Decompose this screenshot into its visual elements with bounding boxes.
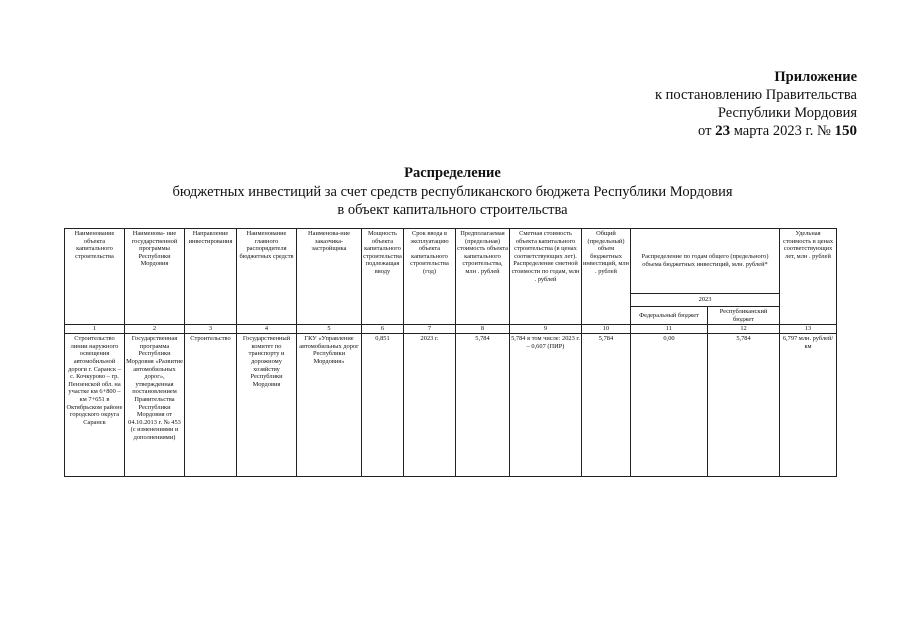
column-number: 10 — [582, 325, 631, 334]
header-cell: Предполагаемая (предельная) стоимость объекта капитального строительства, млн . рублей — [456, 229, 510, 325]
date-day: 23 — [715, 123, 731, 139]
unit-cost-cell: 6,797 млн. рублей/км — [780, 334, 837, 477]
title-main: Распределение — [404, 165, 501, 181]
program-cell: Государственная программа Республики Мордовия «Развитие автомобильных дорог», утвержденная постановлением Правительства Республики Мордовия от 04.10.2013 г. № 453 (с изменениями и дополнениями) — [125, 334, 185, 477]
republic-line: Республики Мордовия — [717, 105, 857, 121]
date-line — [655, 122, 857, 140]
object-name-cell: Строительство линии наружного освещения автомобильной дороги г. Саранск – с. Кочкурово – гр. Пензенской обл. на участке км 6+800 – км 7+651 в Октябрьском районе городского округа Саранск — [65, 334, 125, 477]
republic-budget-header: Республиканский бюджет — [708, 307, 780, 325]
column-number: 3 — [185, 325, 237, 334]
republic-budget-cell: 5,784 — [708, 334, 780, 477]
column-number: 7 — [404, 325, 456, 334]
column-number: 6 — [362, 325, 404, 334]
column-number: 2 — [125, 325, 185, 334]
year-cell: 2023 — [631, 294, 780, 307]
document-header — [655, 68, 857, 140]
direction-cell: Строительство — [185, 334, 237, 477]
commissioning-year-cell: 2023 г. — [404, 334, 456, 477]
column-number: 8 — [456, 325, 510, 334]
title-line-2: бюджетных инвестиций за счет средств республиканского бюджета Республики Мордовия — [172, 184, 733, 200]
resolution-number: 150 — [834, 123, 857, 139]
header-cell: Наименова-ние заказчика-застройщика — [297, 229, 362, 325]
title-line-3: в объект капитального строительства — [337, 202, 568, 218]
total-investment-cell: 5,784 — [582, 334, 631, 477]
chief-manager-cell: Государственный комитет по транспорту и дорожному хозяйству Республики Мордовия — [237, 334, 297, 477]
column-number: 4 — [237, 325, 297, 334]
column-number: 1 — [65, 325, 125, 334]
date-prefix: от — [698, 123, 712, 139]
column-number: 11 — [631, 325, 708, 334]
header-cell: Наименование главного распорядителя бюджетных средств — [237, 229, 297, 325]
table-header-row — [65, 229, 837, 294]
federal-budget-header: Федеральный бюджет — [631, 307, 708, 325]
column-number: 12 — [708, 325, 780, 334]
document-title — [0, 164, 905, 219]
header-cell: Удельная стоимость в ценах соответствующих лет, млн . рублей — [780, 229, 837, 325]
customer-cell: ГКУ «Управление автомобильных дорог Республики Мордовия» — [297, 334, 362, 477]
budget-cost-cell: 5,784 в том числе: 2023 г. – 0,607 (ПИР) — [510, 334, 582, 477]
resolution-line: к постановлению Правительства — [655, 87, 857, 103]
header-cell: Сметная стоимость объекта капитального строительства (в ценах соответствующих лет). Распределение сметной стоимости по годам, млн . рублей — [510, 229, 582, 325]
appendix-label: Приложение — [774, 69, 857, 85]
header-cell-distribution: Распределение по годам общего (предельного) объема бюджетных инвестиций, млн. рублей* — [631, 229, 780, 294]
estimated-cost-cell: 5,784 — [456, 334, 510, 477]
investment-table — [64, 228, 837, 477]
federal-budget-cell: 0,00 — [631, 334, 708, 477]
column-number-row — [65, 325, 837, 334]
header-cell: Наименование объекта капитального строительства — [65, 229, 125, 325]
header-cell: Общий (предельный) объем бюджетных инвестиций, млн . рублей — [582, 229, 631, 325]
header-cell: Наименова- ние государственной программы Республики Мордовия — [125, 229, 185, 325]
table-row — [65, 334, 837, 477]
header-cell: Мощность объекта капитального строительства подлежащая вводу — [362, 229, 404, 325]
column-number: 5 — [297, 325, 362, 334]
capacity-cell: 0,851 — [362, 334, 404, 477]
column-number: 13 — [780, 325, 837, 334]
header-cell: Направление инвестирования — [185, 229, 237, 325]
date-rest: марта 2023 г. № — [733, 123, 831, 139]
column-number: 9 — [510, 325, 582, 334]
header-cell: Срок ввода в эксплуатацию объекта капитального строительства (год) — [404, 229, 456, 325]
